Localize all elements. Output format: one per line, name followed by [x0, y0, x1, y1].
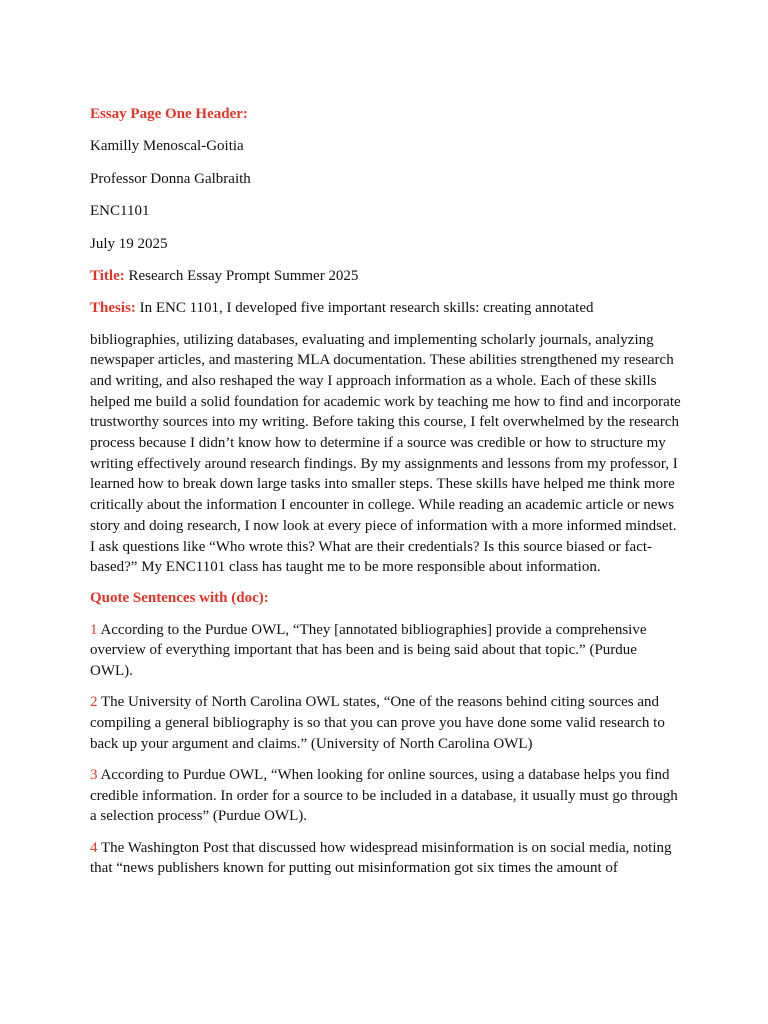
quote-item	[90, 765, 682, 827]
quote-text: The University of North Carolina OWL states, “One of the reasons behind citing sources and compiling a general bibliography is so that you can prove you have done some valid research to back up your argument and claims.” (University of North Carolina OWL)	[90, 694, 665, 752]
quote-number: 3	[90, 766, 98, 783]
thesis-line	[90, 298, 682, 319]
author-name: Kamilly Menoscal-Goitia	[90, 138, 244, 155]
thesis-body: bibliographies, utilizing databases, evaluating and implementing scholarly journals, analyzing newspaper articles, and mastering MLA documentation. These abilities strengthened my research and writing, and also reshaped the way I approach information as a whole. Each of these skills helped me build a solid foundation for academic work by teaching me how to find and incorporate trustworthy sources into my writing. Before taking this course, I felt overwhelmed by the research process because I didn’t know how to determine if a source was credible or how to structure my writing effectively around research findings. By my assignments and lessons from my professor, I learned how to break down large tasks into smaller steps. These skills have helped me think more critically about the information I encounter in college. While reading an academic article or news story and doing research, I now look at every piece of information with a more informed mindset. I ask questions like “Who wrote this? What are their credentials? Is this source biased or fact-based?” My ENC1101 class has taught me to be more responsible about information.	[90, 331, 681, 576]
professor-name: Professor Donna Galbraith	[90, 170, 251, 187]
thesis-label: Thesis:	[90, 300, 136, 317]
thesis-first-line: In ENC 1101, I developed five important research skills: creating annotated	[139, 300, 594, 317]
document-content	[90, 104, 682, 889]
title-label: Title:	[90, 267, 125, 284]
quote-text: The Washington Post that discussed how widespread misinformation is on social media, noting that “news publishers known for putting out misinformation got six times the amount of	[90, 839, 672, 877]
quote-item	[90, 620, 682, 682]
title-text: Research Essay Prompt Summer 2025	[128, 267, 359, 284]
quote-text: According to the Purdue OWL, “They [annotated bibliographies] provide a comprehensive overview of everything important that has been and is being said about that topic.” (Purdue OWL).	[90, 621, 647, 680]
quote-number: 4	[90, 839, 98, 856]
quote-item	[90, 692, 682, 754]
title-line	[90, 266, 682, 287]
quote-number: 2	[90, 694, 98, 711]
course-code: ENC1101	[90, 203, 150, 220]
quote-number: 1	[90, 621, 98, 638]
header-label: Essay Page One Header:	[90, 106, 248, 122]
quote-item	[90, 838, 682, 879]
essay-date: July 19 2025	[90, 235, 168, 252]
quotes-label: Quote Sentences with (doc):	[90, 590, 269, 607]
quote-text: According to Purdue OWL, “When looking for online sources, using a database helps you find credible information. In order for a source to be included in a database, it usually must go through a selection process” (Purdue OWL).	[90, 766, 678, 825]
